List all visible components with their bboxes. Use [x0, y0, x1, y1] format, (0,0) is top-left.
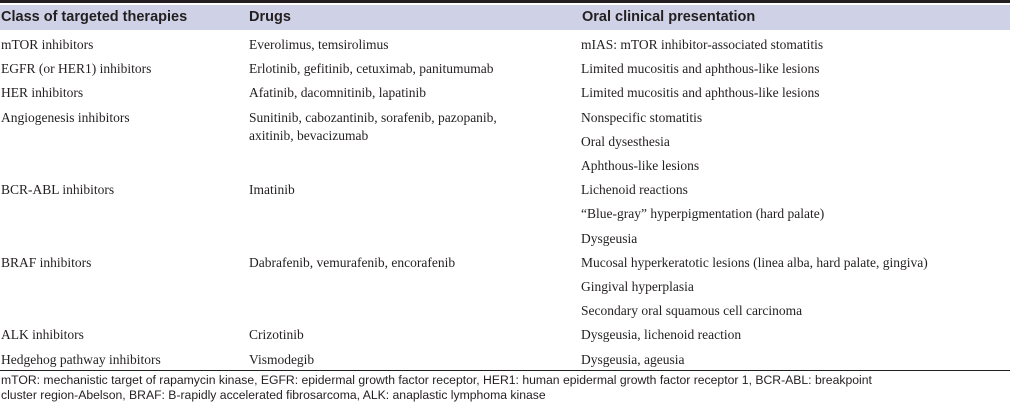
row-class-cell: mTOR inhibitors — [1, 37, 94, 52]
row-presentation-cell: Mucosal hyperkeratotic lesions (linea alba, hard palate, gingiva) — [581, 254, 928, 270]
row-presentation-cell: Limited mucositis and aphthous-like lesions — [581, 61, 820, 77]
row-presentation-cell: Dysgeusia — [581, 230, 638, 246]
row-drugs-cell: axitinib, bevacizumab — [249, 127, 369, 143]
row-presentation-cell: Nonspecific stomatitis — [581, 109, 703, 125]
row-drugs-cell: Vismodegib — [249, 351, 315, 367]
table-footnote — [1, 373, 1009, 403]
row-presentation-cell: Dysgeusia, lichenoid reaction — [581, 327, 742, 343]
footnote-line-2: cluster region-Abelson, BRAF: B-rapidly accelerated fibrosarcoma, ALK: anaplastic lymphoma kinase — [1, 388, 546, 402]
row-drugs-cell: Imatinib — [249, 182, 295, 198]
row-class-cell: BCR-ABL inhibitors — [1, 182, 115, 198]
row-class-cell: HER inhibitors — [1, 85, 84, 101]
table-header — [0, 5, 1010, 30]
header-presentation: Oral clinical presentation — [582, 9, 756, 25]
row-presentation-cell: Lichenoid reactions — [581, 182, 688, 198]
row-drugs-cell: Everolimus, temsirolimus — [249, 37, 389, 52]
row-presentation-cell: Oral dysesthesia — [581, 133, 670, 149]
row-class-cell: EGFR (or HER1) inhibitors — [1, 61, 152, 77]
footnote-line-1: mTOR: mechanistic target of rapamycin kinase, EGFR: epidermal growth factor receptor, HER1: human epidermal growth factor receptor 1, BCR-ABL: breakpoint — [1, 373, 872, 387]
row-class-cell: BRAF inhibitors — [1, 254, 92, 270]
row-drugs-cell: Crizotinib — [249, 327, 304, 343]
table-top-rule — [0, 0, 1010, 3]
row-drugs-cell: Dabrafenib, vemurafenib, encorafenib — [249, 254, 456, 270]
row-presentation-cell: mIAS: mTOR inhibitor-associated stomatitis — [581, 37, 824, 52]
row-presentation-cell: Limited mucositis and aphthous-like lesions — [581, 85, 820, 101]
table-bottom-rule — [0, 370, 1010, 371]
row-drugs-cell: Erlotinib, gefitinib, cetuximab, panitumumab — [249, 61, 494, 77]
row-presentation-cell: Aphthous-like lesions — [581, 158, 700, 173]
header-class: Class of targeted therapies — [1, 9, 188, 25]
row-class-cell: Angiogenesis inhibitors — [1, 109, 130, 125]
row-drugs-cell: Sunitinib, cabozantinib, sorafenib, pazopanib, — [249, 109, 497, 125]
row-presentation-cell: Dysgeusia, ageusia — [581, 351, 685, 367]
row-presentation-cell: “Blue-gray” hyperpigmentation (hard palate) — [581, 206, 825, 222]
header-drugs: Drugs — [249, 9, 291, 25]
row-drugs-cell: Afatinib, dacomnitinib, lapatinib — [249, 85, 426, 101]
row-presentation-cell: Secondary oral squamous cell carcinoma — [581, 303, 803, 319]
row-class-cell: ALK inhibitors — [1, 327, 84, 343]
row-class-cell: Hedgehog pathway inhibitors — [1, 351, 161, 367]
row-presentation-cell: Gingival hyperplasia — [581, 279, 694, 294]
